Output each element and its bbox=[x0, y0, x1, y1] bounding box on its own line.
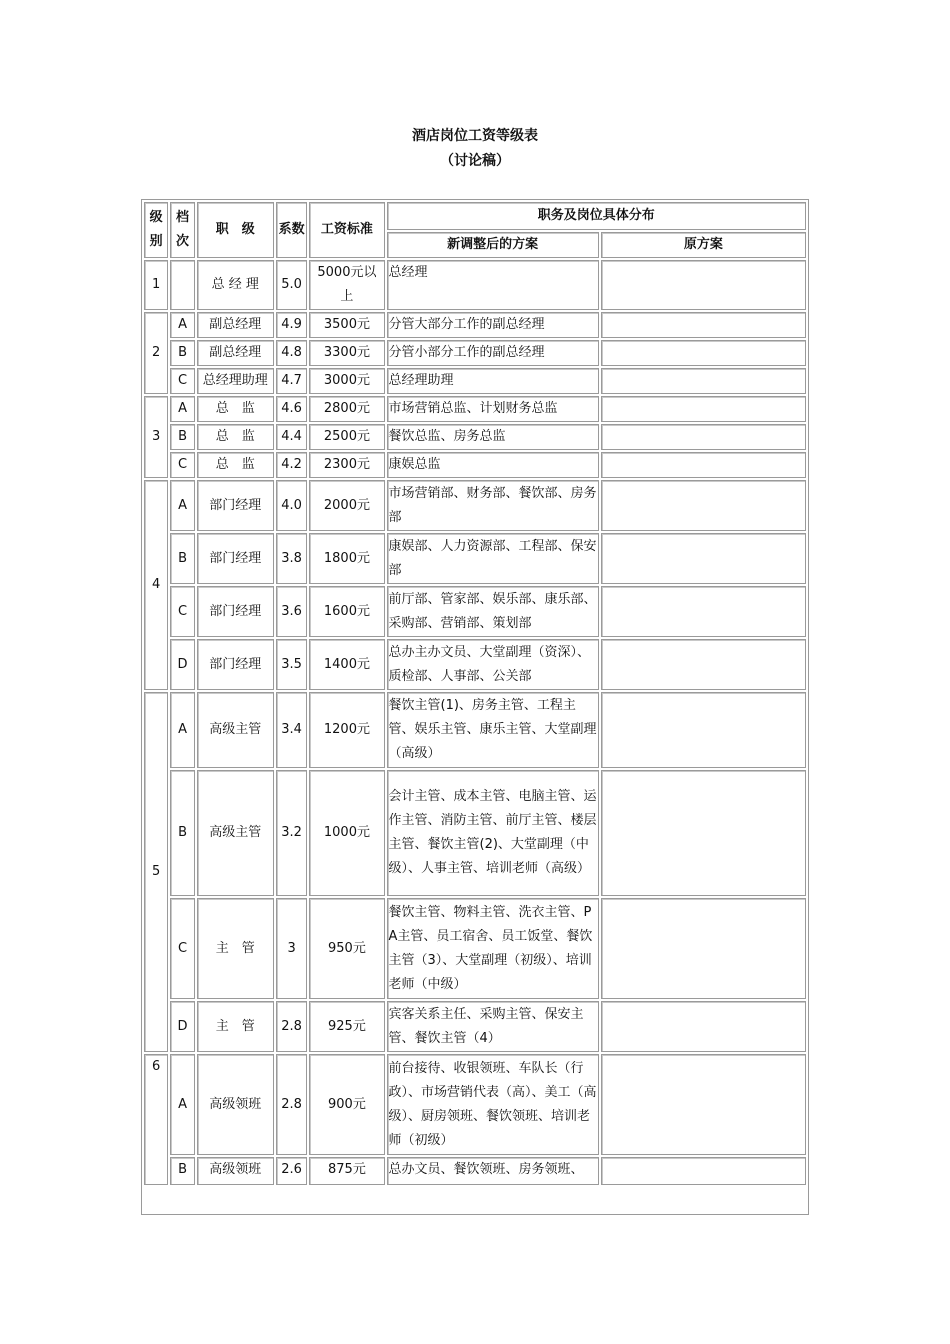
cell-coefficient: 4.9 bbox=[276, 312, 307, 338]
cell-new-plan: 康娱部、人力资源部、工程部、保安部 bbox=[387, 533, 599, 584]
table-row bbox=[144, 533, 806, 584]
cell-new-plan: 分管大部分工作的副总经理 bbox=[387, 312, 599, 338]
salary-grade-table bbox=[141, 199, 809, 1215]
cell-grade: A bbox=[170, 692, 194, 768]
cell-salary: 1800元 bbox=[309, 533, 384, 584]
cell-position: 部门经理 bbox=[197, 639, 274, 690]
cell-coefficient: 3.5 bbox=[276, 639, 307, 690]
table-row bbox=[144, 396, 806, 422]
cell-salary: 2500元 bbox=[309, 424, 384, 450]
table-row bbox=[144, 586, 806, 637]
cell-coefficient: 3.8 bbox=[276, 533, 307, 584]
cell-new-plan: 餐饮主管(1)、房务主管、工程主管、娱乐主管、康乐主管、大堂副理（高级） bbox=[387, 692, 599, 768]
cell-old-plan bbox=[601, 1157, 806, 1185]
cell-level: 4 bbox=[144, 480, 168, 690]
salary-table bbox=[142, 200, 808, 1187]
table-row bbox=[144, 898, 806, 999]
cell-grade: B bbox=[170, 340, 194, 366]
cell-new-plan: 餐饮主管、物料主管、洗衣主管、PA主管、员工宿舍、员工饭堂、餐饮主管（3）、大堂副理（初级）、培训老师（中级） bbox=[387, 898, 599, 999]
cell-coefficient: 2.8 bbox=[276, 1001, 307, 1052]
cell-old-plan bbox=[601, 312, 806, 338]
cell-old-plan bbox=[601, 770, 806, 896]
table-row bbox=[144, 368, 806, 394]
cell-coefficient: 3.2 bbox=[276, 770, 307, 896]
cell-coefficient: 2.6 bbox=[276, 1157, 307, 1185]
cell-salary: 3000元 bbox=[309, 368, 384, 394]
cell-new-plan: 市场营销部、财务部、餐饮部、房务部 bbox=[387, 480, 599, 531]
cell-salary: 1400元 bbox=[309, 639, 384, 690]
cell-position: 总经理助理 bbox=[197, 368, 274, 394]
cell-coefficient: 2.8 bbox=[276, 1054, 307, 1155]
cell-position: 总 监 bbox=[197, 452, 274, 478]
cell-new-plan: 会计主管、成本主管、电脑主管、运作主管、消防主管、前厅主管、楼层主管、餐饮主管(2)、大堂副理（中级）、人事主管、培训老师（高级） bbox=[387, 770, 599, 896]
cell-salary: 2300元 bbox=[309, 452, 384, 478]
cell-position: 主 管 bbox=[197, 898, 274, 999]
cell-new-plan: 餐饮总监、房务总监 bbox=[387, 424, 599, 450]
cell-grade: B bbox=[170, 770, 194, 896]
table-row bbox=[144, 1001, 806, 1052]
table-row bbox=[144, 1157, 806, 1185]
cell-salary: 3500元 bbox=[309, 312, 384, 338]
cell-grade: A bbox=[170, 396, 194, 422]
header-position: 职 级 bbox=[197, 202, 274, 258]
cell-level: 1 bbox=[144, 260, 168, 310]
cell-salary: 925元 bbox=[309, 1001, 384, 1052]
cell-grade: D bbox=[170, 639, 194, 690]
cell-old-plan bbox=[601, 1054, 806, 1155]
cell-new-plan: 前厅部、管家部、娱乐部、康乐部、采购部、营销部、策划部 bbox=[387, 586, 599, 637]
cell-position: 部门经理 bbox=[197, 586, 274, 637]
table-row bbox=[144, 424, 806, 450]
cell-coefficient: 4.0 bbox=[276, 480, 307, 531]
table-row bbox=[144, 260, 806, 310]
table-row bbox=[144, 639, 806, 690]
header-level: 级别 bbox=[144, 202, 168, 258]
cell-old-plan bbox=[601, 452, 806, 478]
table-row bbox=[144, 340, 806, 366]
cell-new-plan: 宾客关系主任、采购主管、保安主管、餐饮主管（4） bbox=[387, 1001, 599, 1052]
header-coefficient: 系数 bbox=[276, 202, 307, 258]
cell-grade: B bbox=[170, 1157, 194, 1185]
cell-old-plan bbox=[601, 586, 806, 637]
cell-grade bbox=[170, 260, 194, 310]
table-row bbox=[144, 312, 806, 338]
cell-position: 部门经理 bbox=[197, 480, 274, 531]
cell-old-plan bbox=[601, 639, 806, 690]
cell-old-plan bbox=[601, 396, 806, 422]
cell-coefficient: 4.4 bbox=[276, 424, 307, 450]
cell-salary: 900元 bbox=[309, 1054, 384, 1155]
cell-coefficient: 3 bbox=[276, 898, 307, 999]
cell-salary: 2000元 bbox=[309, 480, 384, 531]
cell-grade: C bbox=[170, 898, 194, 999]
header-salary: 工资标准 bbox=[309, 202, 384, 258]
cell-old-plan bbox=[601, 424, 806, 450]
cell-salary: 1600元 bbox=[309, 586, 384, 637]
cell-grade: B bbox=[170, 424, 194, 450]
cell-salary: 2800元 bbox=[309, 396, 384, 422]
cell-grade: C bbox=[170, 368, 194, 394]
cell-position: 高级主管 bbox=[197, 770, 274, 896]
cell-new-plan: 市场营销总监、计划财务总监 bbox=[387, 396, 599, 422]
cell-new-plan: 总办文员、餐饮领班、房务领班、 bbox=[387, 1157, 599, 1185]
cell-position: 总 经 理 bbox=[197, 260, 274, 310]
cell-coefficient: 4.6 bbox=[276, 396, 307, 422]
cell-level: 6 bbox=[144, 1054, 168, 1185]
cell-position: 副总经理 bbox=[197, 340, 274, 366]
cell-level: 2 bbox=[144, 312, 168, 394]
table-row bbox=[144, 452, 806, 478]
cell-level: 3 bbox=[144, 396, 168, 478]
cell-grade: D bbox=[170, 1001, 194, 1052]
cell-coefficient: 4.8 bbox=[276, 340, 307, 366]
cell-old-plan bbox=[601, 692, 806, 768]
cell-salary: 3300元 bbox=[309, 340, 384, 366]
cell-old-plan bbox=[601, 340, 806, 366]
cell-level: 5 bbox=[144, 692, 168, 1052]
header-grade: 档次 bbox=[170, 202, 194, 258]
cell-position: 副总经理 bbox=[197, 312, 274, 338]
cell-position: 总 监 bbox=[197, 424, 274, 450]
cell-old-plan bbox=[601, 898, 806, 999]
cell-salary: 950元 bbox=[309, 898, 384, 999]
cell-old-plan bbox=[601, 1001, 806, 1052]
cell-position: 高级领班 bbox=[197, 1054, 274, 1155]
cell-grade: C bbox=[170, 586, 194, 637]
cell-coefficient: 5.0 bbox=[276, 260, 307, 310]
cell-coefficient: 3.4 bbox=[276, 692, 307, 768]
cell-position: 主 管 bbox=[197, 1001, 274, 1052]
cell-old-plan bbox=[601, 480, 806, 531]
table-row bbox=[144, 1054, 806, 1155]
cell-salary: 875元 bbox=[309, 1157, 384, 1185]
cell-grade: A bbox=[170, 312, 194, 338]
header-old-plan: 原方案 bbox=[601, 232, 806, 258]
table-row bbox=[144, 692, 806, 768]
cell-old-plan bbox=[601, 260, 806, 310]
cell-salary: 1200元 bbox=[309, 692, 384, 768]
cell-position: 高级领班 bbox=[197, 1157, 274, 1185]
cell-old-plan bbox=[601, 533, 806, 584]
header-new-plan: 新调整后的方案 bbox=[387, 232, 599, 258]
cell-grade: C bbox=[170, 452, 194, 478]
cell-salary: 5000元以上 bbox=[309, 260, 384, 310]
cell-new-plan: 前台接待、收银领班、车队长（行政）、市场营销代表（高）、美工（高级）、厨房领班、餐饮领班、培训老师（初级） bbox=[387, 1054, 599, 1155]
header-distribution: 职务及岗位具体分布 bbox=[387, 202, 807, 230]
cell-new-plan: 总经理助理 bbox=[387, 368, 599, 394]
cell-coefficient: 4.7 bbox=[276, 368, 307, 394]
cell-new-plan: 总经理 bbox=[387, 260, 599, 310]
cell-coefficient: 3.6 bbox=[276, 586, 307, 637]
cell-salary: 1000元 bbox=[309, 770, 384, 896]
cell-grade: A bbox=[170, 1054, 194, 1155]
document-title: 酒店岗位工资等级表 bbox=[412, 128, 538, 144]
cell-grade: B bbox=[170, 533, 194, 584]
cell-new-plan: 总办主办文员、大堂副理（资深）、质检部、人事部、公关部 bbox=[387, 639, 599, 690]
document-subtitle: （讨论稿） bbox=[440, 153, 510, 169]
cell-new-plan: 康娱总监 bbox=[387, 452, 599, 478]
cell-new-plan: 分管小部分工作的副总经理 bbox=[387, 340, 599, 366]
table-row bbox=[144, 480, 806, 531]
table-row bbox=[144, 770, 806, 896]
cell-position: 总 监 bbox=[197, 396, 274, 422]
cell-position: 高级主管 bbox=[197, 692, 274, 768]
cell-coefficient: 4.2 bbox=[276, 452, 307, 478]
cell-grade: A bbox=[170, 480, 194, 531]
cell-old-plan bbox=[601, 368, 806, 394]
cell-position: 部门经理 bbox=[197, 533, 274, 584]
